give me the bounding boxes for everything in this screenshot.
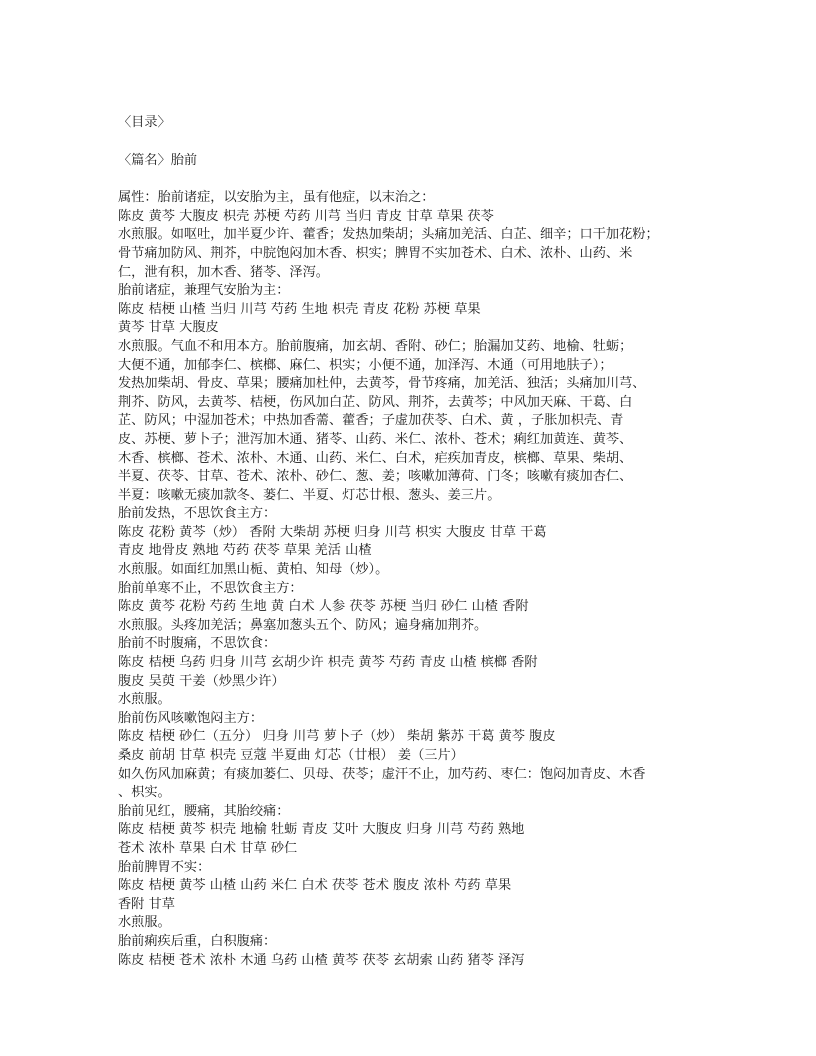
text-line: 陈皮 桔梗 苍术 浓朴 木通 乌药 山楂 黄芩 茯苓 玄胡索 山药 猪苓 泽泻 [118,952,525,968]
text-line: 发热加柴胡、骨皮、草果；腰痛加杜仲，去黄芩，骨节疼痛，加羌活、独活；头痛加川芎、 [118,376,646,392]
spacer [118,133,718,152]
text-line: 皮、苏梗、萝卜子；泄泻加木通、猪苓、山药、米仁、浓朴、苍术；痢红加黄连、黄芩、 [118,431,633,447]
text-line: 属性：胎前诸症，以安胎为主，虽有他症，以末治之： [118,190,435,206]
text-line: 、枳实。 [118,785,171,801]
text-line: 胎前不时腹痛，不思饮食： [118,636,277,652]
text-line: 胎前诸症，兼理气安胎为主： [118,283,290,299]
text-line: 苍术 浓朴 草果 白术 甘草 砂仁 [118,840,298,856]
text-line: 骨节痛加防风、荆芥，中脘饱闷加木香、枳实；脾胃不实加苍术、白术、浓朴、山药、米 [118,245,633,261]
text-line: 陈皮 花粉 黄芩（炒） 香附 大柴胡 苏梗 归身 川芎 枳实 大腹皮 甘草 干葛 [118,524,547,540]
text-line: 水煎服。如面红加黑山栀、黄柏、知母（炒）。 [118,562,389,578]
text-line: 胎前单寒不止，不思饮食主方： [118,580,303,596]
text-line: 水煎服。 [118,915,171,931]
text-line: 仁，泄有积，加木香、猪苓、泽泻。 [118,264,329,280]
text-line: 半夏、茯苓、甘草、苍术、浓朴、砂仁、葱、姜；咳嗽加薄荷、门冬；咳嗽有痰加杏仁、 [118,469,633,485]
text-line: 陈皮 桔梗 黄芩 山楂 山药 米仁 白术 茯苓 苍术 腹皮 浓朴 芍药 草果 [118,878,512,894]
chapter-heading: 〈篇名〉胎前 [118,152,198,168]
text-line: 陈皮 黄芩 花粉 芍药 生地 黄 白术 人参 茯苓 苏梗 当归 砂仁 山楂 香附 [118,599,529,615]
text-line: 陈皮 桔梗 山楂 当归 川芎 芍药 生地 枳壳 青皮 花粉 苏梗 草果 [118,301,481,317]
text-line: 水煎服。如呕吐，加半夏少许、藿香；发热加柴胡；头痛加羌活、白芷、细辛；口干加花粉； [118,227,659,243]
text-line: 胎前伤风咳嗽饱闷主方： [118,710,264,726]
spacer [118,170,718,189]
text-line: 青皮 地骨皮 熟地 芍药 茯苓 草果 羌活 山楂 [118,543,372,559]
text-line: 腹皮 吴萸 干姜（炒黑少许） [118,673,285,689]
text-line: 陈皮 桔梗 乌药 归身 川芎 玄胡少许 枳壳 黄芩 芍药 青皮 山楂 槟榔 香附 [118,655,538,671]
text-line: 水煎服。气血不和用本方。胎前腹痛，加玄胡、香附、砂仁；胎漏加艾药、地榆、牡蛎； [118,338,633,354]
text-line: 半夏：咳嗽无痰加款冬、蒌仁、半夏、灯芯廿根、葱头、姜三片。 [118,487,501,503]
toc-heading: 〈目录〉 [118,115,171,130]
text-line: 胎前脾胃不实： [118,859,211,875]
text-line: 胎前发热，不思饮食主方： [118,506,277,522]
text-line: 黄芩 甘草 大腹皮 [118,320,219,336]
text-line: 大便不通，加郁李仁、槟榔、麻仁、枳实；小便不通，加泽泻、木通（可用地肤子）； [118,357,613,373]
text-line: 陈皮 黄芩 大腹皮 枳壳 苏梗 芍药 川芎 当归 青皮 甘草 草果 茯苓 [118,208,494,224]
text-line: 胎前痢疾后重，白积腹痛： [118,933,277,949]
text-line: 桑皮 前胡 甘草 枳壳 豆蔻 半夏曲 灯芯（廿根） 姜（三片） [118,748,464,763]
text-line: 胎前见红，腰痛，其胎绞痛： [118,803,290,819]
text-line: 木香、槟榔、苍术、浓朴、木通、山药、米仁、白术，疟疾加青皮，槟榔、草果、柴胡、 [118,450,633,466]
document-body [118,189,718,970]
text-line: 陈皮 桔梗 黄芩 枳壳 地榆 牡蛎 青皮 艾叶 大腹皮 归身 川芎 芍药 熟地 [118,822,525,838]
text-line: 荆芥、防风，去黄芩、桔梗，伤风加白芷、防风、荆芥，去黄芩；中风加天麻、干葛、白 [118,394,633,410]
text-line: 水煎服。 [118,692,171,708]
text-line: 香附 甘草 [118,896,175,912]
text-line: 如久伤风加麻黄；有痰加蒌仁、贝母、茯苓；虚汗不止，加芍药、枣仁：饱闷加青皮、木香 [118,766,646,782]
text-line: 陈皮 桔梗 砂仁（五分） 归身 川芎 萝卜子（炒） 柴胡 紫苏 干葛 黄芩 腹皮 [118,729,556,745]
document-page [118,114,718,970]
text-line: 水煎服。头疼加羌活；鼻塞加葱头五个、防风；遍身痛加荆芥。 [118,617,488,633]
text-line: 芷、防风；中湿加苍术；中热加香薷、藿香；子虚加茯苓、白术、黄 ，子胀加枳壳、青 [118,413,624,429]
